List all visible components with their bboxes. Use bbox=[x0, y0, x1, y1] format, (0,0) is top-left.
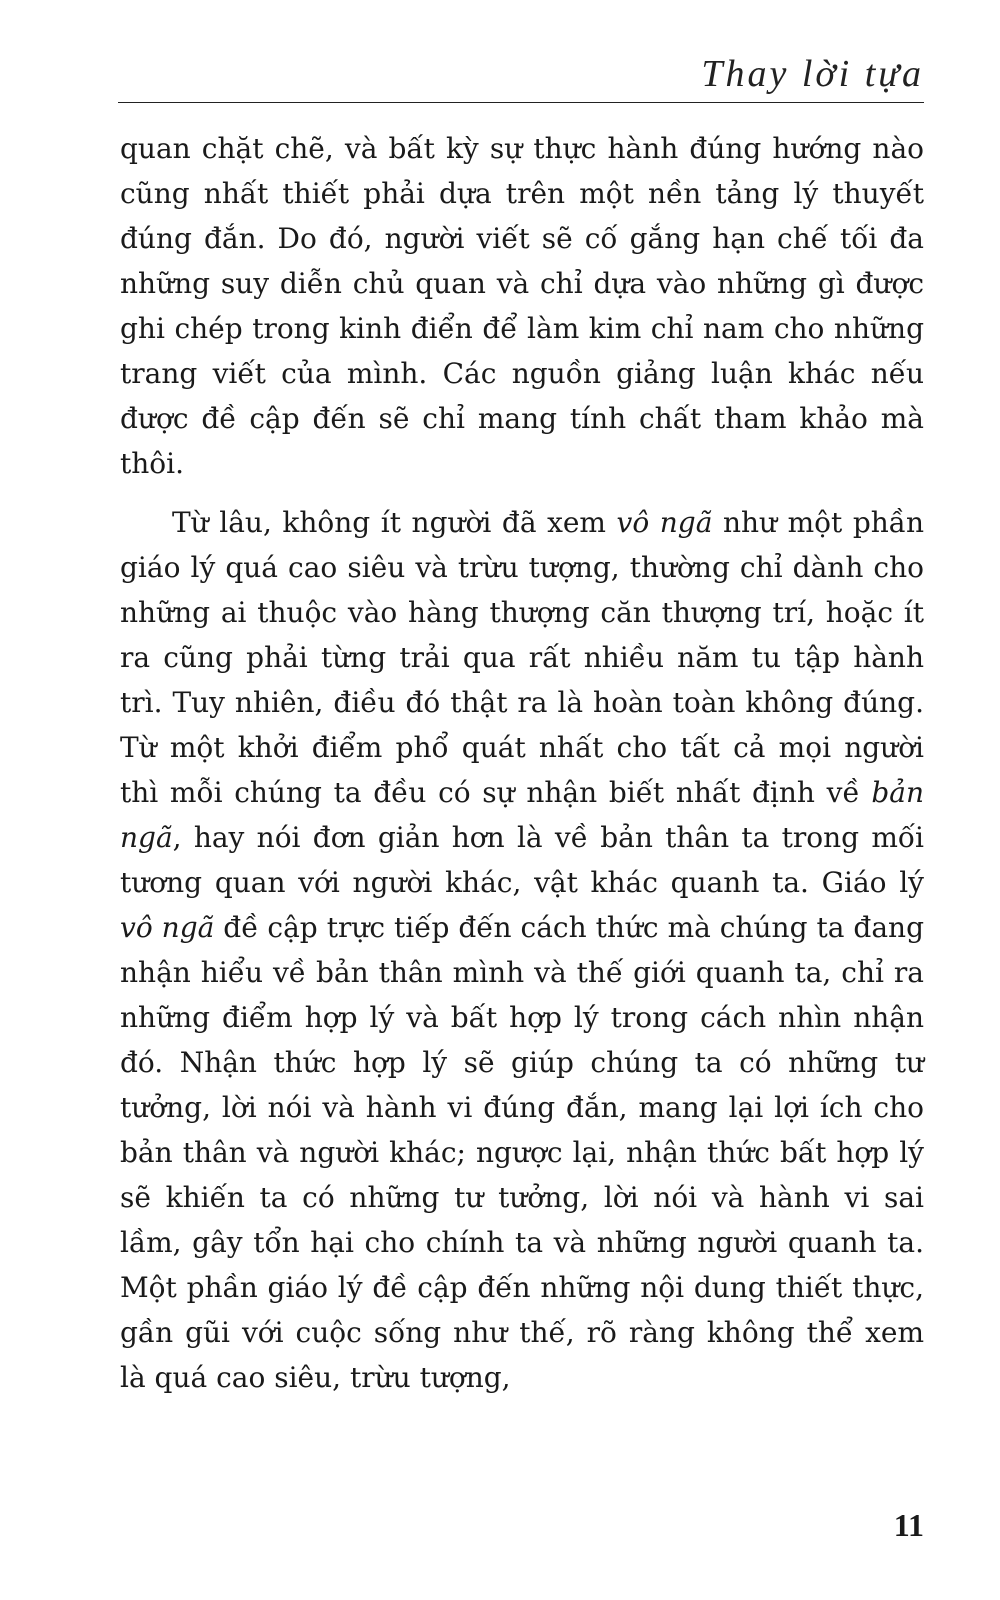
body-text bbox=[120, 126, 924, 1400]
paragraph-2 bbox=[120, 500, 924, 1400]
page-number: 11 bbox=[893, 1507, 924, 1543]
paragraph-2-text-2: như một phần giáo lý quá cao siêu và trừu tượng, thường chỉ dành cho những ai thuộc vào hàng thượng căn thượng trí, hoặc ít ra cũng phải từng trải qua rất nhiều năm tu tập hành trì. Tuy nhiên, điều đó thật ra là hoàn toàn không đúng. Từ một khởi điểm phổ quát nhất cho tất cả mọi người thì mỗi chúng ta đều có sự nhận biết nhất định về bbox=[120, 506, 924, 809]
paragraph-2-text-4: đề cập trực tiếp đến cách thức mà chúng ta đang nhận hiểu về bản thân mình và thế giới quanh ta, chỉ ra những điểm hợp lý và bất hợp lý trong cách nhìn nhận đó. Nhận thức hợp lý sẽ giúp chúng ta có những tư tưởng, lời nói và hành vi đúng đắn, mang lại lợi ích cho bản thân và người khác; ngược lại, nhận thức bất hợp lý sẽ khiến ta có những tư tưởng, lời nói và hành vi sai lầm, gây tổn hại cho chính ta và những người quanh ta. Một phần giáo lý đề cập đến những nội dung thiết thực, gần gũi với cuộc sống như thế, rõ ràng không thể xem là quá cao siêu, trừu tượng, bbox=[120, 911, 924, 1394]
italic-term-vo-nga-2: vô ngã bbox=[120, 911, 215, 944]
italic-term-ban-nga: bản ngã bbox=[120, 776, 924, 854]
paragraph-1: quan chặt chẽ, và bất kỳ sự thực hành đúng hướng nào cũng nhất thiết phải dựa trên một nền tảng lý thuyết đúng đắn. Do đó, người viết sẽ cố gắng hạn chế tối đa những suy diễn chủ quan và chỉ dựa vào những gì được ghi chép trong kinh điển để làm kim chỉ nam cho những trang viết của mình. Các nguồn giảng luận khác nếu được đề cập đến sẽ chỉ mang tính chất tham khảo mà thôi. bbox=[120, 132, 924, 480]
italic-term-vo-nga: vô ngã bbox=[616, 506, 713, 539]
paragraph-2-text-3: , hay nói đơn giản hơn là về bản thân ta trong mối tương quan với người khác, vật khác quanh ta. Giáo lý bbox=[120, 821, 924, 899]
header-rule bbox=[118, 102, 924, 103]
paragraph-2-text-1: Từ lâu, không ít người đã xem bbox=[172, 506, 617, 539]
running-header: Thay lời tựa bbox=[701, 53, 924, 95]
